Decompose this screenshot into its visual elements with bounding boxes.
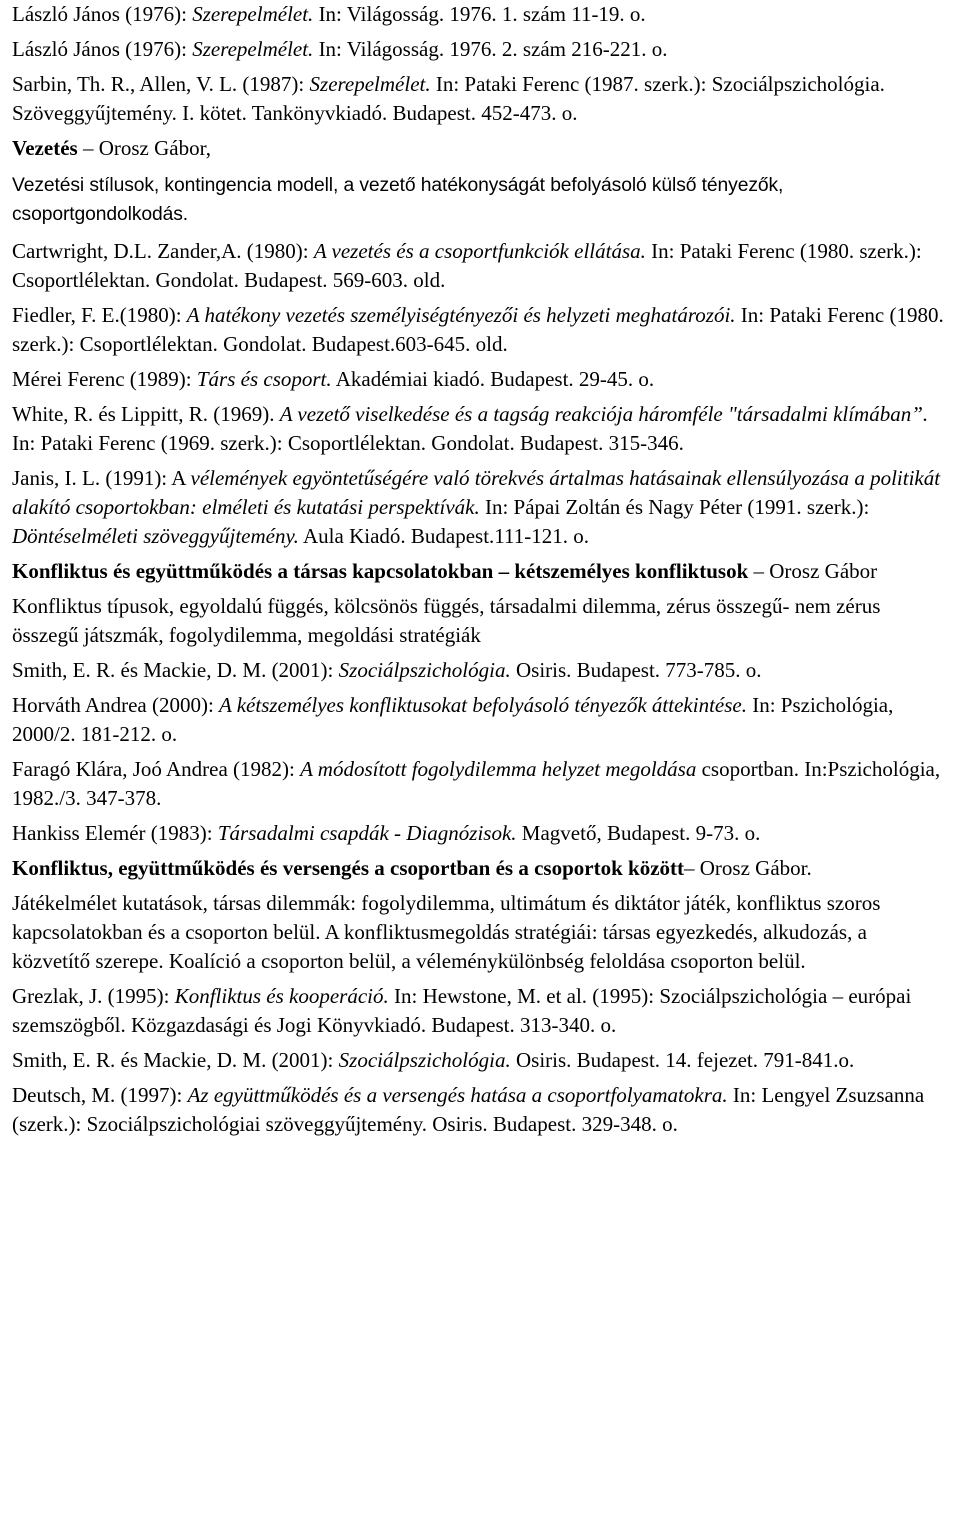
- heading-bold-text: Vezetés: [12, 136, 78, 160]
- text-run: Aula Kiadó. Budapest.111-121. o.: [298, 524, 589, 548]
- text-run: In: Pataki Ferenc (1987. szerk.): Szociálpszichológia. Szöveggyűjtemény. I. kötet. Tankönyvkiadó. Budapest. 452-473. o.: [12, 72, 885, 125]
- text-run: Sarbin, Th. R., Allen, V. L. (1987):: [12, 72, 310, 96]
- top-references: [12, 0, 948, 128]
- reference-entry: [12, 1081, 948, 1139]
- document-page: [12, 0, 948, 1139]
- text-run: In: Világosság. 1976. 1. szám 11-19. o.: [313, 2, 646, 26]
- text-run: Grezlak, J. (1995):: [12, 984, 175, 1008]
- heading-bold-text: Konfliktus, együttműködés és versengés a csoportban és a csoportok között: [12, 856, 684, 880]
- text-run: – Orosz Gábor,: [77, 136, 211, 160]
- italic-title-text: A módosított fogolydilemma helyzet megoldása: [300, 757, 697, 781]
- text-run: Akadémiai kiadó. Budapest. 29-45. o.: [331, 367, 655, 391]
- text-run: White, R. és Lippitt, R. (1969).: [12, 402, 280, 426]
- heading-bold-text: Konfliktus és együttműködés a társas kapcsolatokban – kétszemélyes konfliktusok: [12, 559, 749, 583]
- reference-entry: [12, 400, 948, 458]
- reference-entry: [12, 301, 948, 359]
- text-run: In: Pataki Ferenc (1980. szerk.): Csoportlélektan. Gondolat. Budapest.603-645. old.: [12, 303, 944, 356]
- text-run: In: Világosság. 1976. 2. szám 216-221. o.: [313, 37, 668, 61]
- section-heading: [12, 134, 948, 163]
- text-run: László János (1976):: [12, 37, 193, 61]
- reference-entry: [12, 755, 948, 813]
- reference-entry: [12, 0, 948, 29]
- text-run: Cartwright, D.L. Zander,A. (1980):: [12, 239, 314, 263]
- section-description: Vezetési stílusok, kontingencia modell, a vezető hatékonyságát befolyásoló külső tényezők, csoportgondolkodás.: [12, 175, 784, 225]
- text-run: In: Pápai Zoltán és Nagy Péter (1991. szerk.):: [479, 495, 870, 519]
- reference-entry: [12, 237, 948, 295]
- text-run: In: Hewstone, M. et al. (1995): Szociálpszichológia – európai szemszögből. Közgazdasági és Jogi Könyvkiadó. Budapest. 313-340. o.: [12, 984, 912, 1037]
- text-run: Deutsch, M. (1997):: [12, 1083, 188, 1107]
- reference-entry: [12, 656, 948, 685]
- text-run: Fiedler, F. E.(1980):: [12, 303, 187, 327]
- text-run: Hankiss Elemér (1983):: [12, 821, 218, 845]
- italic-title-text: Szerepelmélet.: [192, 2, 314, 26]
- italic-title-text: vélemények egyöntetűségére való törekvés ártalmas hatásainak ellensúlyozása a politikát alakító csoportokban: elméleti és kutatási perspektívák.: [12, 466, 941, 519]
- section-group-conflict: [12, 854, 948, 1139]
- text-run: – Orosz Gábor.: [684, 856, 812, 880]
- text-run: Smith, E. R. és Mackie, D. M. (2001):: [12, 1048, 339, 1072]
- italic-title-text: A kétszemélyes konfliktusokat befolyásoló tényezők áttekintése.: [219, 693, 747, 717]
- section-heading: [12, 557, 948, 586]
- text-run: Horváth Andrea (2000):: [12, 693, 220, 717]
- reference-entry: [12, 35, 948, 64]
- section-description: Játékelmélet kutatások, társas dilemmák: fogolydilemma, ultimátum és diktátor játék, konfliktus szoros kapcsolatokban és a csoporton belül. A konfliktusmegoldás stratégiái: társas egyezkedés, alkudozás, a közvetítő szerepe. Koalíció a csoporton belül, a véleménykülönbség feloldása csoporton belül.: [12, 891, 881, 973]
- italic-title-text: A vezetés és a csoportfunkciók ellátása.: [313, 239, 646, 263]
- section-dyadic-conflict: [12, 557, 948, 848]
- italic-title-text: A hatékony vezetés személyiségtényezői és helyzeti meghatározói.: [186, 303, 736, 327]
- italic-title-text: Szerepelmélet.: [192, 37, 314, 61]
- text-run: – Orosz Gábor: [748, 559, 878, 583]
- italic-title-text: Az együttműködés és a versengés hatása a csoportfolyamatokra.: [187, 1083, 728, 1107]
- italic-title-text: Szociálpszichológia.: [338, 1048, 511, 1072]
- text-run: csoportban. In:Pszichológia, 1982./3. 347-378.: [12, 757, 941, 810]
- text-run: Osiris. Budapest. 773-785. o.: [510, 658, 762, 682]
- text-run: Faragó Klára, Joó Andrea (1982):: [12, 757, 301, 781]
- italic-title-text: Társ és csoport.: [196, 367, 332, 391]
- section-leadership: [12, 134, 948, 551]
- italic-title-text: Szerepelmélet.: [309, 72, 431, 96]
- text-run: Smith, E. R. és Mackie, D. M. (2001):: [12, 658, 339, 682]
- reference-entry: [12, 982, 948, 1040]
- reference-entry: [12, 1046, 948, 1075]
- section-description: Konfliktus típusok, egyoldalú függés, kölcsönös függés, társadalmi dilemma, zérus összegű- nem zérus összegű játszmák, fogolydilemma, megoldási stratégiák: [12, 594, 881, 647]
- text-run: László János (1976):: [12, 2, 193, 26]
- reference-entry: [12, 691, 948, 749]
- italic-title-text: Szociálpszichológia.: [338, 658, 511, 682]
- text-run: Magvető, Budapest. 9-73. o.: [516, 821, 761, 845]
- italic-title-text: A vezető viselkedése és a tagság reakciója háromféle "társadalmi klímában”.: [279, 402, 929, 426]
- text-run: In: Pataki Ferenc (1980. szerk.): Csoportlélektan. Gondolat. Budapest. 569-603. old.: [12, 239, 922, 292]
- section-heading: [12, 854, 948, 883]
- italic-title-text: Döntéselméleti szöveggyűjtemény.: [12, 524, 299, 548]
- reference-entry: [12, 365, 948, 394]
- text-run: In: Lengyel Zsuzsanna (szerk.): Szociálpszichológiai szöveggyűjtemény. Osiris. Budapest. 329-348. o.: [12, 1083, 925, 1136]
- reference-entry: [12, 819, 948, 848]
- text-run: In: Pataki Ferenc (1969. szerk.): Csoportlélektan. Gondolat. Budapest. 315-346.: [12, 431, 684, 455]
- italic-title-text: Konfliktus és kooperáció.: [174, 984, 389, 1008]
- text-run: In: Pszichológia, 2000/2. 181-212. o.: [12, 693, 894, 746]
- reference-entry: [12, 70, 948, 128]
- reference-entry: [12, 464, 948, 551]
- text-run: Janis, I. L. (1991): A: [12, 466, 191, 490]
- italic-title-text: Társadalmi csapdák - Diagnózisok.: [217, 821, 517, 845]
- text-run: Mérei Ferenc (1989):: [12, 367, 197, 391]
- text-run: Osiris. Budapest. 14. fejezet. 791-841.o.: [510, 1048, 855, 1072]
